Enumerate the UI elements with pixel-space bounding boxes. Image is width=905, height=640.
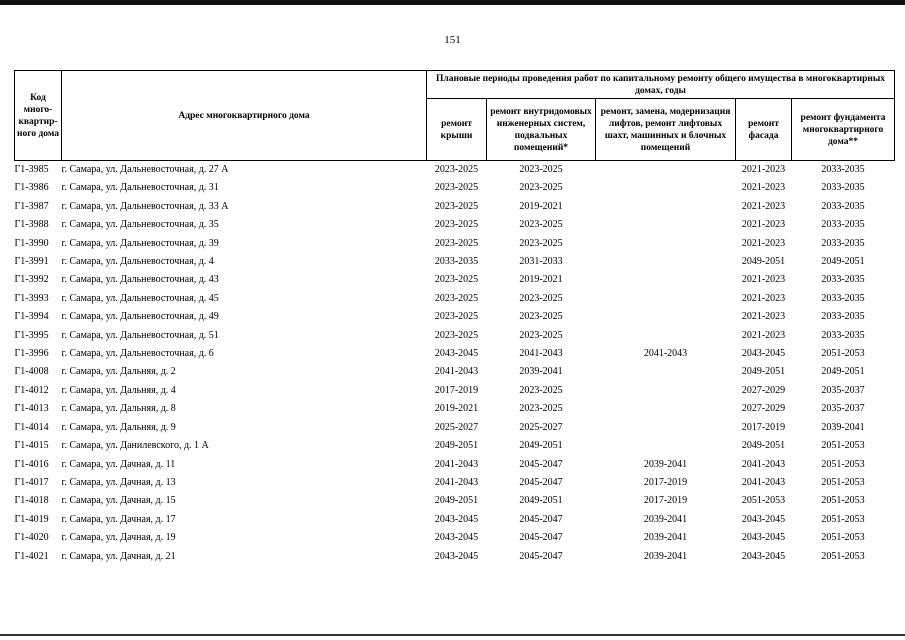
table-row [15, 419, 895, 437]
cell-foundation: 2051-2053 [821, 550, 865, 562]
cell-foundation: 2033-2035 [821, 329, 865, 341]
cell-roof: 2041-2043 [434, 476, 479, 488]
cell-elevators [596, 363, 736, 381]
table-row [15, 161, 895, 180]
cell-systems: 2045-2047 [519, 550, 563, 562]
cell-systems: 2023-2025 [519, 311, 563, 323]
cell-address: г. Самара, ул. Дальневосточная, д. 51 [61, 329, 219, 341]
cell-facade: 2017-2019 [741, 421, 786, 433]
cell-foundation: 2033-2035 [821, 274, 865, 286]
page-number: 151 [444, 34, 461, 46]
cell-elevators [596, 271, 736, 289]
cell-address: г. Самара, ул. Дальневосточная, д. 43 [61, 274, 219, 286]
cell-address: г. Самара, ул. Дачная, д. 21 [61, 550, 176, 562]
cell-elevators: 2039-2041 [643, 550, 688, 562]
cell-systems: 2025-2027 [519, 421, 563, 433]
cell-roof: 2049-2051 [434, 495, 479, 507]
cell-facade: 2051-2053 [741, 495, 786, 507]
cell-code: Г1-4018 [14, 495, 49, 507]
cell-roof: 2023-2025 [434, 292, 479, 304]
cell-systems: 2023-2025 [519, 403, 563, 415]
cell-roof: 2023-2025 [434, 219, 479, 231]
cell-systems: 2031-2033 [519, 256, 563, 268]
cell-roof: 2023-2025 [434, 329, 479, 341]
table-row [15, 363, 895, 381]
cell-address: г. Самара, ул. Дальневосточная, д. 31 [61, 182, 219, 194]
cell-facade: 2021-2023 [741, 329, 786, 341]
cell-address: г. Самара, ул. Дальневосточная, д. 27 А [61, 164, 229, 175]
cell-elevators [596, 161, 736, 180]
header-roof: ремонт крыши [427, 99, 487, 161]
cell-facade: 2041-2043 [741, 458, 786, 470]
cell-roof: 2023-2025 [434, 311, 479, 323]
cell-elevators [596, 327, 736, 345]
table-row [15, 400, 895, 418]
cell-foundation: 2033-2035 [821, 164, 865, 175]
cell-address: г. Самара, ул. Дачная, д. 15 [61, 495, 176, 507]
cell-code: Г1-4020 [14, 532, 49, 544]
cell-systems: 2041-2043 [519, 348, 563, 360]
table-row [15, 253, 895, 271]
table-row [15, 290, 895, 308]
cell-systems: 2019-2021 [519, 274, 563, 286]
cell-code: Г1-3990 [14, 237, 49, 249]
cell-elevators [596, 216, 736, 234]
cell-systems: 2023-2025 [519, 329, 563, 341]
table-row [15, 308, 895, 326]
cell-roof: 2041-2043 [434, 458, 479, 470]
cell-roof: 2043-2045 [434, 513, 479, 525]
cell-systems: 2023-2025 [519, 384, 563, 396]
cell-elevators [596, 235, 736, 253]
cell-elevators [596, 179, 736, 197]
cell-foundation: 2033-2035 [821, 237, 865, 249]
cell-systems: 2049-2051 [519, 495, 563, 507]
cell-address: г. Самара, ул. Дальневосточная, д. 39 [61, 237, 219, 249]
cell-facade: 2027-2029 [741, 384, 786, 396]
cell-address: г. Самара, ул. Дальняя, д. 9 [61, 421, 176, 433]
table-row [15, 235, 895, 253]
cell-foundation: 2033-2035 [821, 200, 865, 212]
table-row [15, 548, 895, 566]
cell-address: г. Самара, ул. Дальневосточная, д. 33 А [61, 200, 229, 212]
table-row [15, 345, 895, 363]
cell-systems: 2045-2047 [519, 476, 563, 488]
bottom-border [0, 634, 905, 636]
cell-elevators: 2039-2041 [643, 513, 688, 525]
header-foundation: ремонт фундамента многоквартирного дома** [792, 99, 895, 161]
cell-code: Г1-4016 [14, 458, 49, 470]
cell-facade: 2043-2045 [741, 532, 786, 544]
cell-elevators: 2039-2041 [643, 532, 688, 544]
cell-address: г. Самара, ул. Дальневосточная, д. 4 [61, 256, 214, 268]
cell-roof: 2023-2025 [434, 274, 479, 286]
cell-roof: 2023-2025 [434, 200, 479, 212]
cell-systems: 2023-2025 [519, 182, 563, 194]
cell-code: Г1-4015 [14, 440, 49, 452]
cell-address: г. Самара, ул. Дачная, д. 17 [61, 513, 176, 525]
cell-code: Г1-4021 [14, 550, 49, 562]
table-row [15, 474, 895, 492]
cell-systems: 2019-2021 [519, 200, 563, 212]
cell-foundation: 2051-2053 [821, 532, 865, 544]
cell-facade: 2021-2023 [741, 237, 786, 249]
table-body [15, 161, 895, 566]
cell-elevators [596, 419, 736, 437]
cell-systems: 2023-2025 [519, 237, 563, 249]
cell-foundation: 2051-2053 [821, 458, 865, 470]
header-code: Код много-квартир-ного дома [15, 71, 62, 161]
cell-facade: 2041-2043 [741, 476, 786, 488]
cell-systems: 2039-2041 [519, 366, 563, 378]
cell-foundation: 2049-2051 [821, 256, 865, 268]
cell-systems: 2045-2047 [519, 458, 563, 470]
capital-repair-table [14, 70, 895, 566]
cell-roof: 2025-2027 [434, 421, 479, 433]
cell-facade: 2021-2023 [741, 292, 786, 304]
cell-address: г. Самара, ул. Дальневосточная, д. 6 [61, 348, 214, 360]
header-facade: ремонт фасада [736, 99, 792, 161]
header-elevators: ремонт, замена, модернизация лифтов, ремонт лифтовых шахт, машинных и блочных помещений [596, 99, 736, 161]
cell-foundation: 2051-2053 [821, 513, 865, 525]
cell-facade: 2021-2023 [741, 274, 786, 286]
cell-facade: 2043-2045 [741, 513, 786, 525]
cell-foundation: 2033-2035 [821, 219, 865, 231]
cell-roof: 2043-2045 [434, 532, 479, 544]
cell-address: г. Самара, ул. Дальняя, д. 4 [61, 384, 176, 396]
cell-elevators [596, 400, 736, 418]
cell-code: Г1-3988 [14, 219, 49, 231]
cell-address: г. Самара, ул. Дальневосточная, д. 45 [61, 292, 219, 304]
cell-roof: 2049-2051 [434, 440, 479, 452]
cell-elevators [596, 198, 736, 216]
cell-elevators [596, 382, 736, 400]
cell-address: г. Самара, ул. Данилевского, д. 1 А [61, 440, 209, 452]
cell-facade: 2043-2045 [741, 550, 786, 562]
cell-roof: 2033-2035 [434, 256, 479, 268]
header-systems: ремонт внутридомовых инженерных систем, подвальных помещений* [487, 99, 596, 161]
cell-facade: 2021-2023 [741, 219, 786, 231]
cell-address: г. Самара, ул. Дальневосточная, д. 35 [61, 219, 219, 231]
cell-roof: 2023-2025 [434, 164, 479, 175]
cell-foundation: 2051-2053 [821, 348, 865, 360]
header-address: Адрес многоквартирного дома [62, 71, 427, 161]
cell-foundation: 2033-2035 [821, 292, 865, 304]
cell-facade: 2021-2023 [741, 182, 786, 194]
cell-facade: 2049-2051 [741, 256, 786, 268]
cell-systems: 2023-2025 [519, 292, 563, 304]
cell-systems: 2045-2047 [519, 532, 563, 544]
cell-foundation: 2049-2051 [821, 366, 865, 378]
cell-roof: 2041-2043 [434, 366, 479, 378]
cell-address: г. Самара, ул. Дальняя, д. 2 [61, 366, 176, 378]
cell-code: Г1-3993 [14, 292, 49, 304]
header-group: Плановые периоды проведения работ по капитальному ремонту общего имущества в многоквартирных домах, годы [427, 71, 895, 99]
cell-code: Г1-3986 [14, 182, 49, 194]
cell-code: Г1-3996 [14, 348, 49, 360]
cell-roof: 2043-2045 [434, 348, 479, 360]
cell-foundation: 2033-2035 [821, 311, 865, 323]
cell-roof: 2023-2025 [434, 182, 479, 194]
cell-foundation: 2051-2053 [821, 476, 865, 488]
cell-roof: 2043-2045 [434, 550, 479, 562]
cell-facade: 2049-2051 [741, 440, 786, 452]
cell-code: Г1-4008 [14, 366, 49, 378]
table-row [15, 198, 895, 216]
cell-address: г. Самара, ул. Дачная, д. 11 [61, 458, 176, 470]
cell-systems: 2023-2025 [519, 164, 563, 175]
cell-elevators: 2017-2019 [643, 495, 688, 507]
table-row [15, 511, 895, 529]
cell-systems: 2023-2025 [519, 219, 563, 231]
table-row [15, 179, 895, 197]
cell-roof: 2019-2021 [434, 403, 479, 415]
cell-elevators: 2039-2041 [643, 458, 688, 470]
table-row [15, 437, 895, 455]
cell-code: Г1-4013 [14, 403, 49, 415]
table-row [15, 382, 895, 400]
cell-foundation: 2051-2053 [821, 440, 865, 452]
cell-facade: 2021-2023 [741, 200, 786, 212]
table-row [15, 327, 895, 345]
cell-code: Г1-4017 [14, 476, 49, 488]
cell-foundation: 2035-2037 [821, 384, 865, 396]
table-row [15, 456, 895, 474]
cell-foundation: 2039-2041 [821, 421, 865, 433]
cell-address: г. Самара, ул. Дачная, д. 13 [61, 476, 176, 488]
cell-code: Г1-3985 [14, 164, 49, 175]
cell-foundation: 2051-2053 [821, 495, 865, 507]
cell-code: Г1-3992 [14, 274, 49, 286]
cell-code: Г1-4019 [14, 513, 49, 525]
cell-code: Г1-3994 [14, 311, 49, 323]
table-row [15, 492, 895, 510]
table-row [15, 529, 895, 547]
cell-address: г. Самара, ул. Дальневосточная, д. 49 [61, 311, 219, 323]
cell-elevators [596, 290, 736, 308]
cell-elevators [596, 253, 736, 271]
cell-foundation: 2033-2035 [821, 182, 865, 194]
cell-facade: 2027-2029 [741, 403, 786, 415]
cell-systems: 2049-2051 [519, 440, 563, 452]
cell-roof: 2023-2025 [434, 237, 479, 249]
cell-systems: 2045-2047 [519, 513, 563, 525]
cell-facade: 2049-2051 [741, 366, 786, 378]
cell-code: Г1-4012 [14, 384, 49, 396]
cell-elevators [596, 308, 736, 326]
top-border [0, 0, 905, 5]
cell-elevators [596, 437, 736, 455]
cell-facade: 2021-2023 [741, 311, 786, 323]
cell-code: Г1-3987 [14, 200, 49, 212]
cell-facade: 2043-2045 [741, 348, 786, 360]
cell-elevators: 2017-2019 [643, 476, 688, 488]
cell-facade: 2021-2023 [741, 164, 786, 175]
table-row [15, 271, 895, 289]
cell-foundation: 2035-2037 [821, 403, 865, 415]
cell-address: г. Самара, ул. Дальняя, д. 8 [61, 403, 176, 415]
table-row [15, 216, 895, 234]
cell-elevators: 2041-2043 [643, 348, 688, 360]
cell-code: Г1-3995 [14, 329, 49, 341]
cell-address: г. Самара, ул. Дачная, д. 19 [61, 532, 176, 544]
cell-code: Г1-3991 [14, 256, 49, 268]
cell-roof: 2017-2019 [434, 384, 479, 396]
cell-code: Г1-4014 [14, 421, 49, 433]
